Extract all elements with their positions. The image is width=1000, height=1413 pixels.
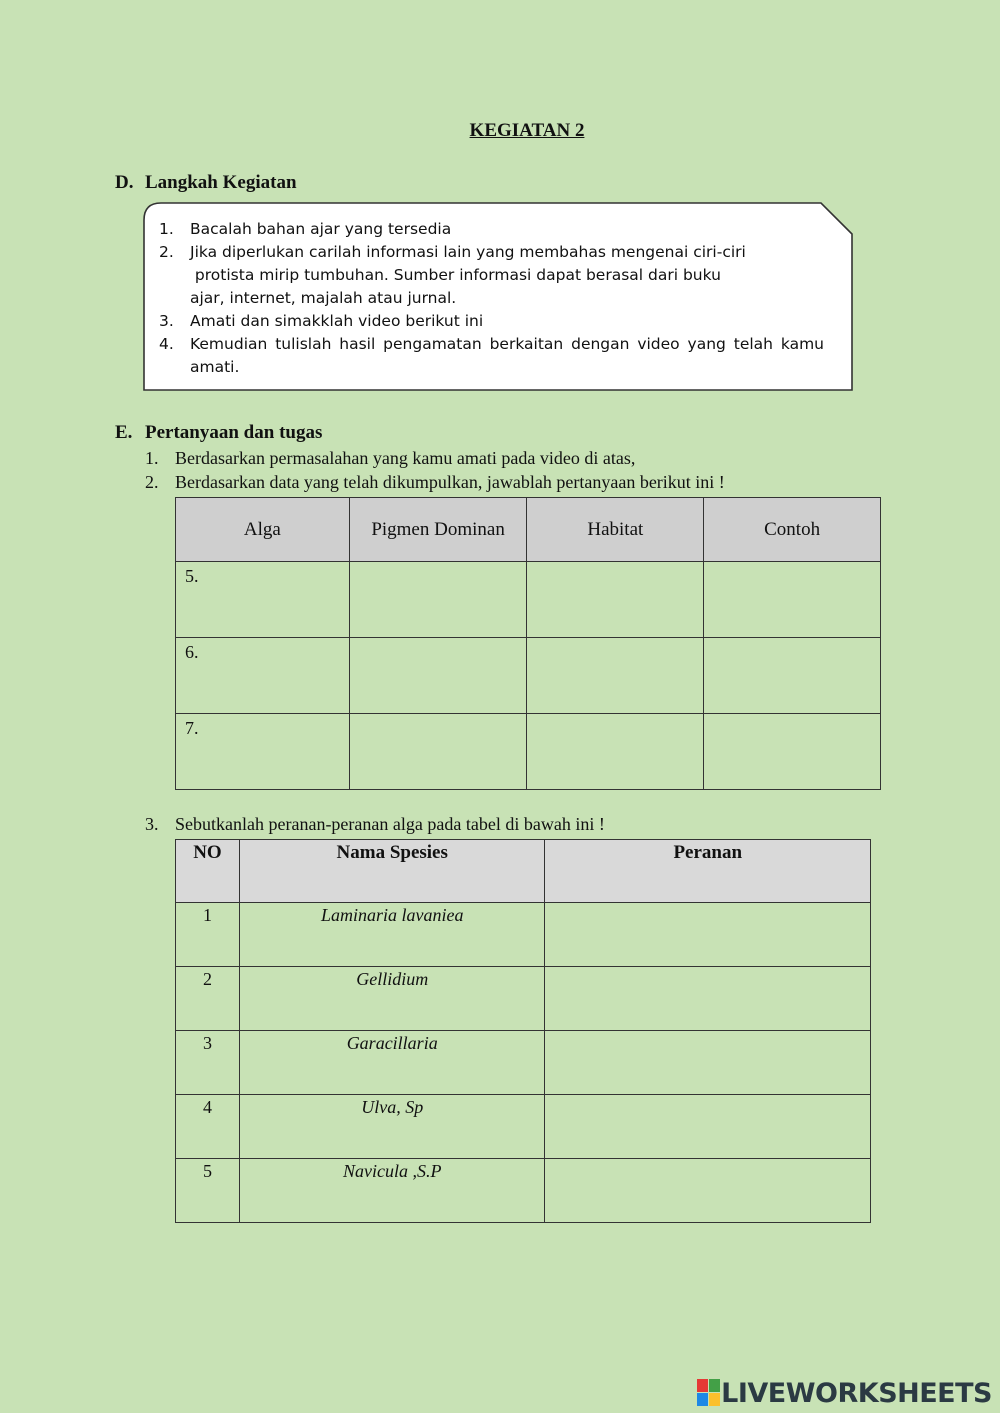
step-item	[159, 241, 824, 310]
header-pigmen-dominan: Pigmen Dominan	[349, 498, 527, 562]
peranan-table-header-row	[176, 840, 871, 903]
section-e-letter: E.	[115, 422, 133, 443]
table-row	[176, 638, 881, 714]
liveworksheets-logo	[697, 1376, 992, 1410]
step-text: Bacalah bahan ajar yang tersedia	[190, 220, 452, 238]
row-number: 5.	[185, 566, 199, 586]
habitat-cell[interactable]	[527, 714, 704, 790]
header-contoh: Contoh	[704, 498, 881, 562]
step-item	[159, 333, 824, 379]
logo-mark-icon	[697, 1379, 721, 1407]
row-number: 7.	[185, 718, 199, 738]
peranan-cell[interactable]	[545, 903, 871, 967]
contoh-cell[interactable]	[704, 714, 881, 790]
step-item	[159, 310, 824, 333]
step-number: 1.	[159, 220, 174, 238]
question-number: 1.	[145, 448, 159, 468]
table-row	[176, 1031, 871, 1095]
question-text: Sebutkanlah peranan-peranan alga pada tabel di bawah ini !	[175, 814, 605, 834]
alga-cell[interactable]	[176, 638, 350, 714]
peranan-cell[interactable]	[545, 1031, 871, 1095]
step-text-line: protista mirip tumbuhan. Sumber informasi dapat berasal dari buku	[190, 266, 721, 284]
habitat-cell[interactable]	[527, 562, 704, 638]
no-cell: 1	[176, 903, 240, 967]
alga-table	[175, 497, 881, 790]
step-text: Amati dan simakklah video berikut ini	[190, 312, 484, 330]
step-text-line: Jika diperlukan carilah informasi lain yang membahas mengenai ciri-ciri	[190, 243, 746, 261]
peranan-table	[175, 839, 871, 1223]
contoh-cell[interactable]	[704, 562, 881, 638]
header-alga: Alga	[176, 498, 350, 562]
question-1	[145, 448, 635, 469]
table-row	[176, 562, 881, 638]
alga-cell[interactable]	[176, 714, 350, 790]
table-row	[176, 967, 871, 1031]
step-text-line: ajar, internet, majalah atau jurnal.	[190, 289, 457, 307]
species-cell: Gellidium	[239, 967, 545, 1031]
table-row	[176, 1095, 871, 1159]
row-number: 6.	[185, 642, 199, 662]
question-number: 2.	[145, 472, 159, 492]
steps-box	[143, 202, 851, 390]
pigmen-cell[interactable]	[349, 638, 527, 714]
pigmen-cell[interactable]	[349, 714, 527, 790]
question-text: Berdasarkan permasalahan yang kamu amati pada video di atas,	[175, 448, 636, 468]
step-number: 4.	[159, 335, 174, 353]
question-3	[145, 814, 605, 835]
species-cell: Navicula ,S.P	[239, 1159, 545, 1223]
question-2	[145, 472, 725, 493]
species-cell: Garacillaria	[239, 1031, 545, 1095]
section-d-heading	[115, 172, 297, 194]
pigmen-cell[interactable]	[349, 562, 527, 638]
steps-list	[159, 218, 824, 379]
alga-cell[interactable]	[176, 562, 350, 638]
step-number: 3.	[159, 312, 174, 330]
peranan-cell[interactable]	[545, 1159, 871, 1223]
section-e-title: Pertanyaan dan tugas	[145, 422, 323, 443]
no-cell: 4	[176, 1095, 240, 1159]
section-d-letter: D.	[115, 172, 134, 193]
question-number: 3.	[145, 814, 159, 834]
header-peranan: Peranan	[545, 840, 871, 903]
species-cell: Laminaria lavaniea	[239, 903, 545, 967]
habitat-cell[interactable]	[527, 638, 704, 714]
page-title: KEGIATAN 2	[469, 120, 585, 141]
section-d-title: Langkah Kegiatan	[145, 172, 297, 193]
step-number: 2.	[159, 243, 174, 261]
step-text: Kemudian tulislah hasil pengamatan berkaitan dengan video yang telah kamu amati.	[190, 335, 824, 376]
table-row	[176, 714, 881, 790]
alga-table-header-row	[176, 498, 881, 562]
peranan-cell[interactable]	[545, 1095, 871, 1159]
no-cell: 3	[176, 1031, 240, 1095]
species-cell: Ulva, Sp	[239, 1095, 545, 1159]
no-cell: 5	[176, 1159, 240, 1223]
logo-text: LIVEWORKSHEETS	[721, 1377, 992, 1409]
peranan-cell[interactable]	[545, 967, 871, 1031]
contoh-cell[interactable]	[704, 638, 881, 714]
header-nama-spesies: Nama Spesies	[239, 840, 545, 903]
table-row	[176, 1159, 871, 1223]
no-cell: 2	[176, 967, 240, 1031]
step-item	[159, 218, 824, 241]
question-text: Berdasarkan data yang telah dikumpulkan, jawablah pertanyaan berikut ini !	[175, 472, 725, 492]
header-no: NO	[176, 840, 240, 903]
table-row	[176, 903, 871, 967]
header-habitat: Habitat	[527, 498, 704, 562]
section-e-heading	[115, 422, 322, 444]
